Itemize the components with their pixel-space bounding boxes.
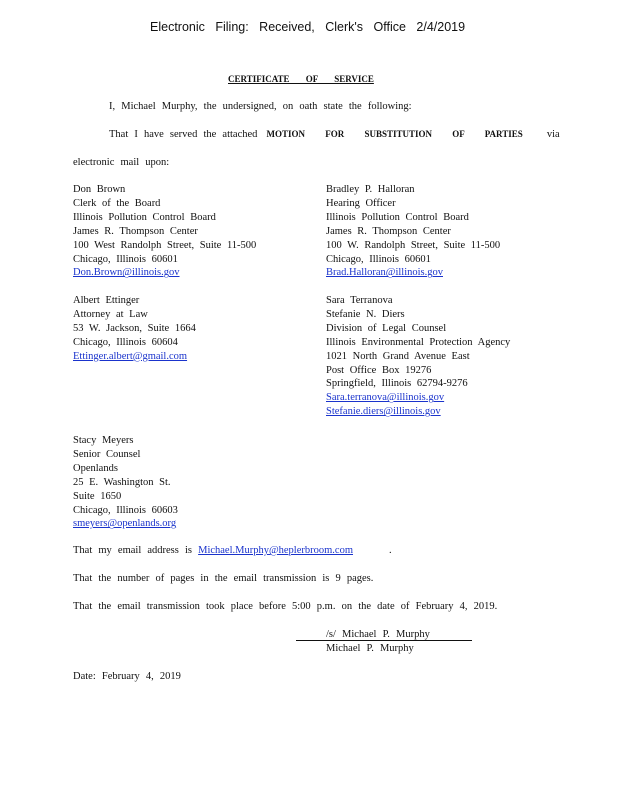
pages-statement: That the number of pages in the email transmission is 9 pages. <box>73 573 374 584</box>
email-link[interactable]: Sara.terranova@illinois.gov <box>326 392 445 404</box>
recipient-terranova-diers <box>326 294 510 419</box>
recipient-line: 100 W. Randolph Street, Suite 11-500 <box>326 239 501 251</box>
date-line: Date: February 4, 2019 <box>73 671 181 682</box>
served-suffix: via <box>546 129 560 140</box>
email-address-prefix: That my email address is <box>73 545 192 556</box>
recipient-line: Attorney at Law <box>73 308 148 320</box>
email-link[interactable]: Don.Brown@illinois.gov <box>73 267 180 279</box>
recipient-line: Chicago, Illinois 60601 <box>326 253 431 265</box>
recipient-line: 53 W. Jackson, Suite 1664 <box>73 322 196 334</box>
recipient-line: Don Brown <box>73 184 126 195</box>
sender-email-link[interactable]: Michael.Murphy@heplerbroom.com <box>198 545 353 556</box>
recipient-line: Springfield, Illinois 62794-9276 <box>326 378 468 390</box>
served-prefix: That I have served the attached <box>109 129 258 140</box>
recipient-line: James R. Thompson Center <box>73 225 198 237</box>
recipient-line: Senior Counsel <box>73 448 141 460</box>
recipient-line: 100 West Randolph Street, Suite 11-500 <box>73 239 257 251</box>
signatory-name: Michael P. Murphy <box>326 643 414 654</box>
email-link[interactable]: smeyers@openlands.org <box>73 518 177 530</box>
document-title: CERTIFICATE OF SERVICE <box>228 74 374 84</box>
recipient-line: Chicago, Illinois 60603 <box>73 504 178 516</box>
served-statement-continued: electronic mail upon: <box>73 157 170 168</box>
recipient-line: James R. Thompson Center <box>326 225 451 237</box>
email-link[interactable]: Ettinger.albert@gmail.com <box>73 350 188 362</box>
recipient-stacy-meyers <box>73 434 178 531</box>
recipient-line: Post Office Box 19276 <box>326 364 432 376</box>
time-statement: That the email transmission took place before 5:00 p.m. on the date of February 4, 2019. <box>73 601 498 612</box>
recipient-line: Illinois Pollution Control Board <box>73 211 216 223</box>
recipient-line: Stacy Meyers <box>73 435 134 446</box>
recipient-line: Sara Terranova <box>326 295 393 306</box>
recipient-line: Illinois Pollution Control Board <box>326 211 469 223</box>
email-link[interactable]: Stefanie.diers@illinois.gov <box>326 406 441 418</box>
recipient-line: Openlands <box>73 462 118 474</box>
served-document: MOTION FOR SUBSTITUTION OF PARTIES <box>266 129 523 139</box>
recipient-albert-ettinger <box>73 294 196 364</box>
recipient-line: Suite 1650 <box>73 490 122 502</box>
email-address-statement <box>73 545 392 556</box>
signature-line: /s/ Michael P. Murphy <box>296 629 472 641</box>
recipient-line: Division of Legal Counsel <box>326 322 447 334</box>
recipient-line: Chicago, Illinois 60604 <box>73 336 178 348</box>
recipient-bradley-halloran <box>326 183 500 280</box>
email-address-suffix: . <box>389 545 392 556</box>
recipient-line: 25 E. Washington St. <box>73 476 171 488</box>
recipient-line: Bradley P. Halloran <box>326 184 415 195</box>
recipient-line: Hearing Officer <box>326 197 396 209</box>
recipient-line: 1021 North Grand Avenue East <box>326 350 470 362</box>
recipient-line: Stefanie N. Diers <box>326 308 405 320</box>
recipient-line: Illinois Environmental Protection Agency <box>326 336 511 348</box>
recipient-don-brown <box>73 183 256 280</box>
recipient-line: Clerk of the Board <box>73 197 161 209</box>
recipient-line: Albert Ettinger <box>73 295 140 306</box>
email-link[interactable]: Brad.Halloran@illinois.gov <box>326 267 443 279</box>
intro-statement: I, Michael Murphy, the undersigned, on oath state the following: <box>109 101 412 112</box>
filing-stamp-header: Electronic Filing: Received, Clerk's Office 2/4/2019 <box>150 20 466 34</box>
served-statement <box>109 129 560 140</box>
recipient-line: Chicago, Illinois 60601 <box>73 253 178 265</box>
